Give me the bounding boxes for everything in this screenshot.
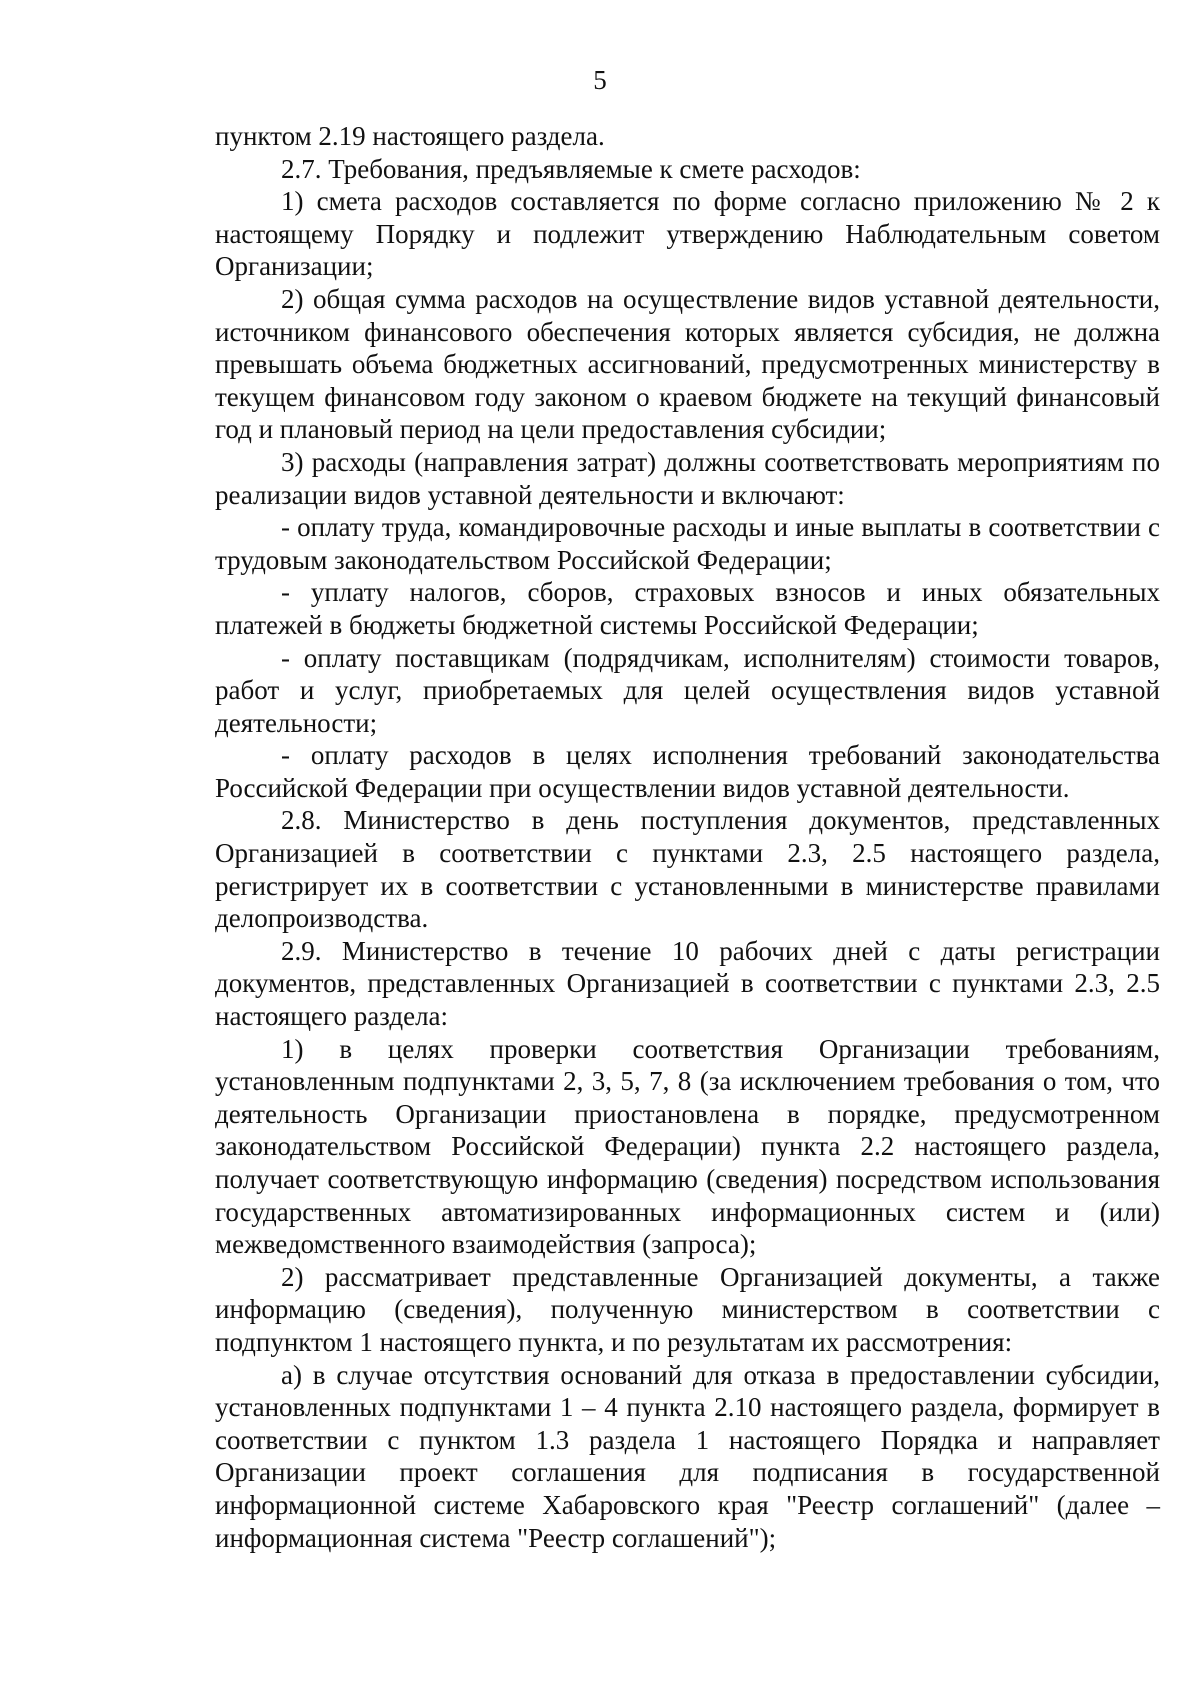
paragraph-bullet-suppliers: - оплату поставщикам (подрядчикам, исполнителям) стоимости товаров, работ и услуг, приобретаемых для целей осуществления видов уставной деятельности; [215, 642, 1160, 738]
document-body [215, 120, 1160, 1554]
paragraph-2-9: 2.9. Министерство в течение 10 рабочих дней с даты регистрации документов, представленных Организацией в соответствии с пунктами 2.3, 2.5 настоящего раздела: [215, 935, 1160, 1032]
paragraph-2-7-item-3: 3) расходы (направления затрат) должны соответствовать мероприятиям по реализации видов уставной деятельности и включают: [215, 446, 1160, 510]
paragraph-continuation: пунктом 2.19 настоящего раздела. [215, 121, 605, 151]
paragraph-2-9-item-1: 1) в целях проверки соответствия Организации требованиям, установленным подпунктами 2, 3, 5, 7, 8 (за исключением требования о том, что деятельность Организации приостановлена в порядке, предусмотренном законодательством Российской Федерации) пункта 2.2 настоящего раздела, получает соответствующую информацию (сведения) посредством использования государственных автоматизированных информационных систем и (или) межведомственного взаимодействия (запроса); [215, 1033, 1160, 1260]
paragraph-2-9-item-2: 2) рассматривает представленные Организацией документы, а также информацию (сведения), полученную министерством в соответствии с подпунктом 1 настоящего пункта, и по результатам их рассмотрения: [215, 1261, 1160, 1357]
paragraph-2-7-item-2: 2) общая сумма расходов на осуществление видов уставной деятельности, источником финансового обеспечения которых является субсидия, не должна превышать объема бюджетных ассигнований, предусмотренных министерству в текущем финансовом году законом о краевом бюджете на текущий финансовый год и плановый период на цели предоставления субсидии; [215, 283, 1160, 445]
paragraph-2-7-item-1: 1) смета расходов составляется по форме согласно приложению № 2 к настоящему Порядку и подлежит утверждению Наблюдательным советом Организации; [215, 186, 1160, 282]
paragraph-2-8: 2.8. Министерство в день поступления документов, представленных Организацией в соответствии с пунктами 2.3, 2.5 настоящего раздела, регистрирует их в соответствии с установленными в министерстве правилами делопроизводства. [215, 805, 1160, 934]
paragraph-2-7-heading: 2.7. Требования, предъявляемые к смете расходов: [281, 153, 861, 184]
paragraph-bullet-taxes: - уплату налогов, сборов, страховых взносов и иных обязательных платежей в бюджеты бюджетной системы Российской Федерации; [215, 577, 1160, 640]
page-number: 5 [593, 65, 607, 95]
paragraph-bullet-legal: - оплату расходов в целях исполнения требований законодательства Российской Федерации при осуществлении видов уставной деятельности. [215, 740, 1160, 803]
paragraph-bullet-labor: - оплату труда, командировочные расходы и иные выплаты в соответствии с трудовым законодательством Российской Федерации; [215, 512, 1160, 575]
paragraph-2-9-item-2a: а) в случае отсутствия оснований для отказа в предоставлении субсидии, установленных подпунктами 1 – 4 пункта 2.10 настоящего раздела, формирует в соответствии с пунктом 1.3 раздела 1 настоящего Порядка и направляет Организации проект соглашения для подписания в государственной информационной системе Хабаровского края "Реестр соглашений" (далее – информационная система "Реестр соглашений"); [215, 1359, 1160, 1553]
